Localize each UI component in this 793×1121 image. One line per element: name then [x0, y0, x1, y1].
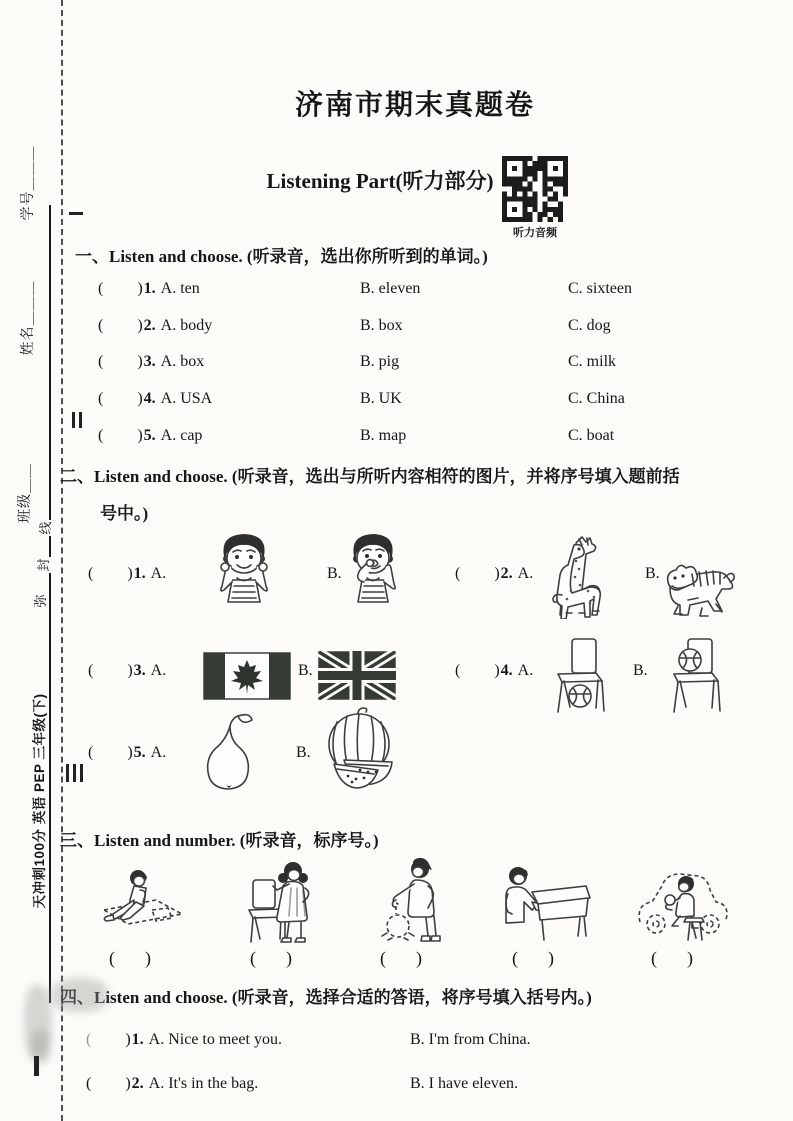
option-a: A. Nice to meet you.	[148, 1031, 282, 1048]
choice-row: ( )2. A. It's in the bag. B. I have eleven.	[86, 1075, 518, 1092]
picture-question-label: ( )4. A.	[455, 662, 534, 679]
section4-title: 四、Listen and choose. (听录音，选择合适的答语，将序号填入括号内。)	[60, 988, 592, 1007]
margin-mark-1	[69, 212, 83, 215]
choice-row: ( )1. A. Nice to meet you. B. I'm from China.	[86, 1031, 531, 1048]
option-a: A. box	[160, 353, 205, 370]
option-a: A. It's in the bag.	[148, 1075, 259, 1092]
class-field: 班级＿＿	[18, 463, 33, 523]
seal-char-mi: 弥	[33, 594, 48, 608]
margin-mark-2	[79, 412, 82, 428]
option-c: C. dog	[568, 317, 611, 334]
listening-part-heading: Listening Part(听力部分)	[266, 169, 494, 193]
option-b: B. I have eleven.	[410, 1075, 518, 1092]
margin-mark-3	[66, 764, 69, 782]
section2-title-line1: 二、Listen and choose. (听录音，选出与所听内容相符的图片，并将序号填入题前括	[60, 467, 680, 486]
option-a: A. body	[160, 317, 213, 334]
image-girl-sitting-on-bed	[96, 866, 186, 946]
image-boy-driving-toy-car	[634, 860, 732, 946]
option-b: B. pig	[360, 353, 400, 370]
section1-title: 一、Listen and choose. (听录音，选出你所听到的单词。)	[75, 247, 488, 266]
image-ball-under-chair	[546, 636, 610, 718]
option-b: B. I'm from China.	[410, 1031, 531, 1048]
option-b: B. box	[360, 317, 403, 334]
book-spine-title: 天冲刺100分 英语 PEP 三年级(下)	[32, 693, 47, 909]
choice-row: ( )4. A. USA B. UK C. China	[98, 390, 625, 407]
ink-smudge-over-title	[52, 978, 108, 1012]
student-no-field: 学号＿＿＿	[21, 145, 36, 221]
image-boy-touching-ears	[210, 530, 278, 620]
answer-bracket: ( )	[250, 948, 292, 968]
qr-caption: 听力音频	[513, 227, 557, 239]
option-c: C. China	[568, 390, 625, 407]
image-giraffe	[546, 533, 606, 619]
choice-row: ( )2. A. body B. box C. dog	[98, 317, 611, 334]
answer-bracket: ( )	[380, 948, 422, 968]
binding-dashed-line	[61, 0, 63, 1121]
option-c: C. milk	[568, 353, 617, 370]
option-a: A. ten	[160, 280, 200, 297]
option-a: A. cap	[160, 427, 203, 444]
listening-audio-qr-icon	[502, 156, 568, 222]
section2-title-line2: 号中。)	[100, 504, 149, 523]
option-b: B. UK	[360, 390, 402, 407]
answer-bracket: ( )	[109, 948, 151, 968]
margin-mark-2	[72, 412, 75, 428]
choice-row: ( )3. A. box B. pig C. milk	[98, 353, 617, 370]
picture-question-label: ( )1. A.	[88, 565, 167, 582]
picture-question-label: ( )5. A.	[88, 744, 167, 761]
margin-mark-3	[80, 764, 83, 782]
image-boy-touching-nose	[342, 530, 404, 620]
fold-tick	[34, 1056, 39, 1076]
image-watermelon	[316, 706, 400, 794]
option-b-label: B.	[633, 662, 648, 679]
margin-mark-3	[73, 764, 76, 782]
seal-line	[49, 205, 51, 1003]
answer-bracket: ( )	[651, 948, 693, 968]
picture-question-label: ( )2. A.	[455, 565, 534, 582]
qr-block	[502, 156, 570, 240]
seal-char-feng: 封	[36, 558, 51, 572]
option-a: A. USA	[160, 390, 213, 407]
image-girl-bouncing-ball	[370, 856, 454, 950]
ink-smudge	[30, 1030, 50, 1064]
choice-row: ( )5. A. cap B. map C. boat	[98, 427, 615, 444]
option-b-label: B.	[645, 565, 660, 582]
image-canada-flag	[203, 652, 291, 700]
choice-row: ( )1. A. ten B. eleven C. sixteen	[98, 280, 632, 297]
image-ball-on-chair	[660, 636, 726, 718]
seal-char-xian: 线	[38, 521, 53, 535]
image-uk-flag	[318, 651, 396, 700]
option-b-label: B.	[296, 744, 311, 761]
image-girl-standing-by-chair	[243, 858, 321, 948]
option-b-label: B.	[327, 565, 342, 582]
page-title: 济南市期末真题卷	[294, 90, 535, 121]
name-field: 姓名＿＿＿	[21, 280, 36, 356]
image-pear	[196, 710, 262, 794]
option-b: B. eleven	[360, 280, 421, 297]
option-b-label: B.	[298, 662, 313, 679]
section3-title: 三、Listen and number. (听录音，标序号。)	[60, 831, 379, 850]
option-c: C. boat	[568, 427, 615, 444]
picture-question-label: ( )3. A.	[88, 662, 167, 679]
answer-bracket: ( )	[512, 948, 554, 968]
image-tiger	[658, 548, 736, 620]
option-c: C. sixteen	[568, 280, 632, 297]
image-boy-at-desk	[496, 864, 592, 944]
option-b: B. map	[360, 427, 407, 444]
